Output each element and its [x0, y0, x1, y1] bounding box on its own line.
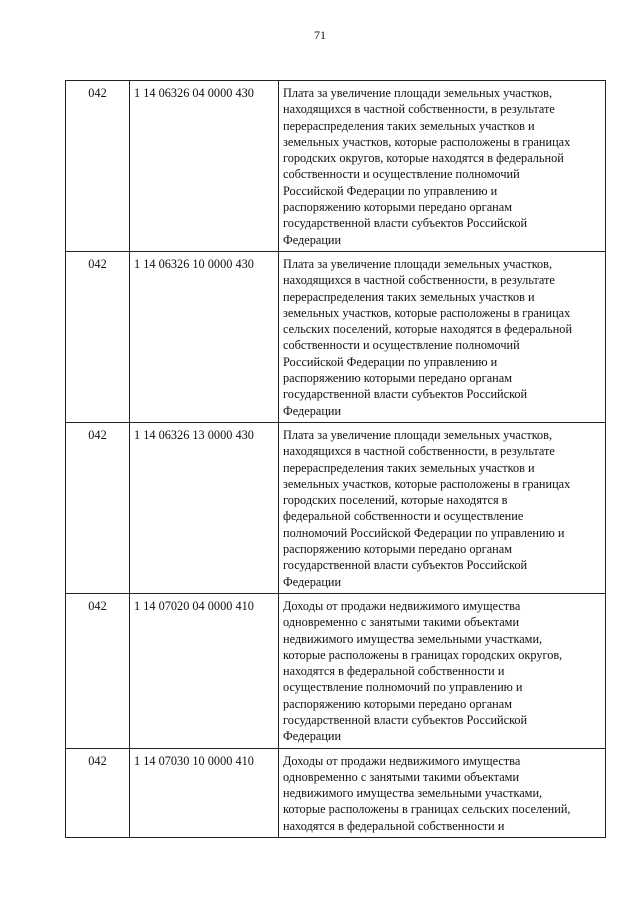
income-name-line: государственной власти субъектов Российской — [283, 387, 528, 402]
income-name-line: Федерации — [283, 232, 342, 247]
income-name-line: находятся в федеральной собственности и — [283, 664, 505, 679]
income-name-line: собственности и осуществление полномочий — [283, 167, 520, 182]
income-name-line: распоряжению которыми передано органам — [283, 542, 512, 557]
page-number: 71 — [314, 28, 326, 42]
income-name-line: Российской Федерации по управлению и — [283, 354, 498, 369]
income-name-line: собственности и осуществление полномочий — [283, 338, 520, 353]
admin-code-cell: 042 — [66, 81, 130, 252]
income-name-line: федеральной собственности и осуществление — [283, 509, 524, 524]
income-name-line: перераспределения таких земельных участков и — [283, 289, 535, 304]
income-name-line: которые расположены в границах городских округов, — [283, 647, 563, 662]
admin-code-cell: 042 — [66, 593, 130, 748]
budget-code-cell: 1 14 06326 04 0000 430 — [130, 81, 279, 252]
table-row — [66, 593, 606, 748]
admin-code-cell: 042 — [66, 748, 130, 837]
income-name-line: находящихся в частной собственности, в результате — [283, 273, 555, 288]
income-name-line: полномочий Российской Федерации по управлению и — [283, 525, 565, 540]
income-name-line: недвижимого имущества земельными участками, — [283, 631, 543, 646]
income-name-line: находящихся в частной собственности, в результате — [283, 102, 555, 117]
income-name-line: одновременно с занятыми такими объектами — [283, 615, 520, 630]
income-name-line: Доходы от продажи недвижимого имущества — [283, 598, 521, 613]
admin-code-cell: 042 — [66, 251, 130, 422]
table-body — [66, 81, 606, 838]
budget-code-cell: 1 14 07030 10 0000 410 — [130, 748, 279, 837]
income-name-line: городских округов, которые находятся в федеральной — [283, 151, 564, 166]
income-name-line: государственной власти субъектов Российской — [283, 558, 528, 573]
income-name-line: распоряжению которыми передано органам — [283, 696, 512, 711]
income-name-line: распоряжению которыми передано органам — [283, 371, 512, 386]
budget-code-cell: 1 14 06326 13 0000 430 — [130, 422, 279, 593]
income-name-line: Федерации — [283, 729, 342, 744]
income-name-line: находящихся в частной собственности, в результате — [283, 444, 555, 459]
income-name-line: Плата за увеличение площади земельных участков, — [283, 427, 553, 442]
income-name-line: Плата за увеличение площади земельных участков, — [283, 256, 553, 271]
income-name-line: государственной власти субъектов Российской — [283, 216, 528, 231]
income-name-line: сельских поселений, которые находятся в федеральной — [283, 322, 573, 337]
income-name-line: Российской Федерации по управлению и — [283, 183, 498, 198]
income-name-line: распоряжению которыми передано органам — [283, 200, 512, 215]
income-name-cell — [279, 422, 606, 593]
income-codes-table — [65, 80, 606, 838]
income-name-line: которые расположены в границах сельских поселений, — [283, 802, 571, 817]
income-name-line: перераспределения таких земельных участков и — [283, 460, 535, 475]
income-name-line: городских поселений, которые находятся в — [283, 493, 508, 508]
income-name-line: земельных участков, которые расположены в границах — [283, 305, 571, 320]
admin-code-cell: 042 — [66, 422, 130, 593]
income-name-line: земельных участков, которые расположены в границах — [283, 134, 571, 149]
income-name-line: недвижимого имущества земельными участками, — [283, 786, 543, 801]
income-name-line: Плата за увеличение площади земельных участков, — [283, 86, 553, 100]
income-name-line: Федерации — [283, 574, 342, 589]
income-name-line: перераспределения таких земельных участков и — [283, 118, 535, 133]
table-row — [66, 81, 606, 252]
income-name-cell — [279, 251, 606, 422]
income-name-line: Доходы от продажи недвижимого имущества — [283, 753, 521, 768]
income-name-cell — [279, 81, 606, 252]
table-row — [66, 422, 606, 593]
income-name-line: государственной власти субъектов Российской — [283, 712, 528, 727]
income-name-line: осуществление полномочий по управлению и — [283, 680, 523, 695]
income-name-cell — [279, 748, 606, 837]
income-name-line: находятся в федеральной собственности и — [283, 818, 505, 833]
income-name-line: земельных участков, которые расположены в границах — [283, 476, 571, 491]
budget-code-cell: 1 14 07020 04 0000 410 — [130, 593, 279, 748]
income-name-line: одновременно с занятыми такими объектами — [283, 769, 520, 784]
budget-code-cell: 1 14 06326 10 0000 430 — [130, 251, 279, 422]
income-name-cell — [279, 593, 606, 748]
table-row — [66, 251, 606, 422]
income-name-line: Федерации — [283, 403, 342, 418]
table-row — [66, 748, 606, 837]
